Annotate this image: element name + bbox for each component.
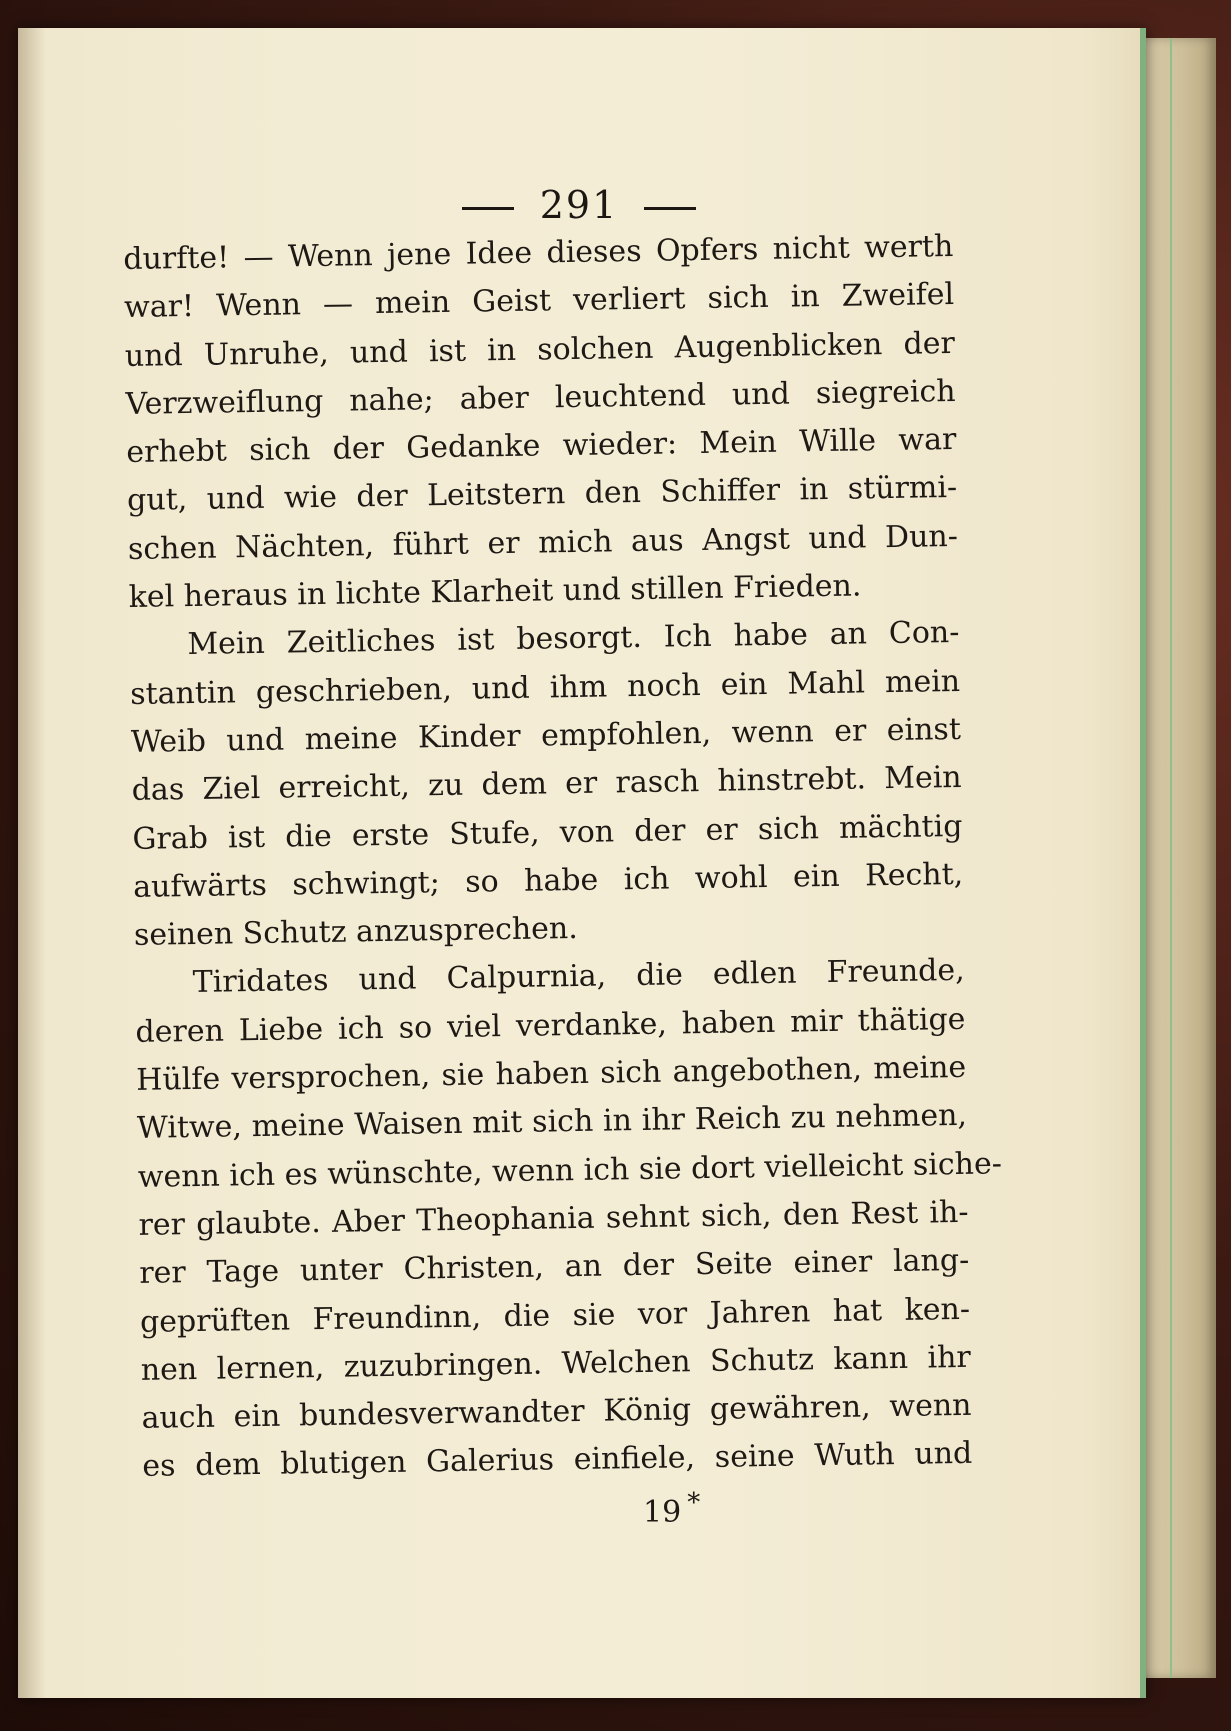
text-line: Grab ist die erste Stufe, von der er sich mächtig — [132, 808, 963, 857]
header-dash-right — [644, 207, 696, 210]
page-gutter-shade — [18, 28, 46, 1698]
text-line: geprüften Freundinn, die sie vor Jahren hat ken- — [139, 1291, 971, 1340]
text-line: gut, und wie der Leitstern den Schiffer in stürmi- — [126, 470, 958, 519]
page-number: 291 — [539, 183, 619, 227]
text-line: aufwärts schwingt; so habe ich wohl ein Recht, — [132, 856, 964, 905]
text-line: es dem blutigen Galerius einfiele, seine Wuth und — [142, 1436, 973, 1485]
text-line: schen Nächten, führt er mich aus Angst und Dun- — [127, 518, 959, 567]
text-line: Mein Zeitliches ist besorgt. Ich habe an Con- — [187, 615, 960, 663]
text-line: wenn ich es wünschte, wenn ich sie dort vielleicht siche- — [137, 1145, 1003, 1195]
header-dash-left — [462, 207, 514, 210]
book-page — [18, 28, 1146, 1698]
text-line: und Unruhe, und ist in solchen Augenblicken der — [124, 325, 956, 374]
text-line: Witwe, meine Waisen mit sich in ihr Reich zu nehmen, — [136, 1098, 968, 1147]
text-line: Hülfe versprochen, sie haben sich angebothen, meine — [135, 1049, 967, 1098]
text-line: nen lernen, zuzubringen. Welchen Schutz kann ihr — [140, 1339, 971, 1388]
text-line: auch ein bundesverwandter König gewähren, wenn — [141, 1387, 972, 1436]
text-line: Weib und meine Kinder empfohlen, wenn er einst — [130, 711, 962, 760]
page-header — [18, 183, 1140, 227]
page-edge-line — [1170, 38, 1172, 1678]
text-line: erhebt sich der Gedanke wieder: Mein Wille war — [126, 422, 957, 471]
body-text — [123, 223, 1003, 1492]
signature-mark — [643, 1488, 700, 1530]
text-line: Verzweiflung nahe; aber leuchtend und siegreich — [125, 373, 956, 422]
text-line: deren Liebe ich so viel verdanke, haben mir thätige — [135, 1001, 966, 1050]
text-line: war! Wenn — mein Geist verliert sich in Zweifel — [123, 277, 955, 326]
signature-star: * — [687, 1488, 701, 1518]
text-line: durfte! — Wenn jene Idee dieses Opfers nicht werth — [123, 228, 954, 277]
text-line: kel heraus in lichte Klarheit und stillen Frieden. — [128, 568, 862, 616]
text-line: stantin geschrieben, und ihm noch ein Mahl mein — [129, 663, 961, 712]
text-line: seinen Schutz anzusprechen. — [133, 911, 579, 954]
text-line: rer glaubte. Aber Theophania sehnt sich, den Rest ih- — [138, 1194, 969, 1243]
text-line: rer Tage unter Christen, an der Seite einer lang- — [139, 1243, 970, 1292]
signature-number: 19 — [643, 1495, 682, 1530]
text-line: Tiridates und Calpurnia, die edlen Freunde, — [192, 953, 965, 1001]
text-line: das Ziel erreicht, zu dem er rasch hinstrebt. Mein — [131, 760, 962, 809]
